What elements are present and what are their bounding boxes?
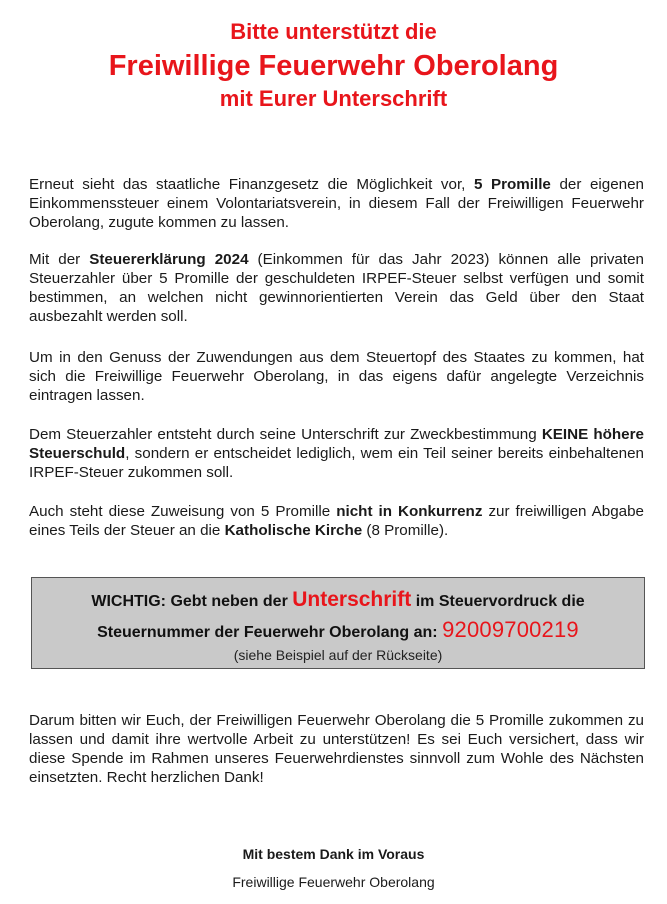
paragraph-closing-request — [29, 711, 644, 787]
paragraph-text: (8 Promille). — [362, 522, 449, 539]
notice-subtext: (siehe Beispiel auf der Rückseite) — [233, 647, 443, 663]
closing-signature: Freiwillige Feuerwehr Oberolang — [232, 874, 435, 890]
paragraph-text: Erneut sieht das staatliche Finanzgesetz die Möglichkeit vor, — [29, 176, 474, 193]
paragraph-text: Dem Steuerzahler entsteht durch seine Unterschrift zur Zweckbestimmung — [29, 426, 542, 443]
title-line-1: Bitte unterstützt die — [230, 19, 437, 44]
notice-text: im Steuervordruck die — [411, 593, 585, 610]
important-notice-box — [31, 577, 645, 669]
paragraph-bold-text: Steuererklärung 2024 — [89, 251, 249, 268]
tax-number: 92009700219 — [442, 617, 579, 642]
title-block — [0, 16, 667, 112]
paragraph-text: der eigenen Einkommenssteuer einem Volontariatsverein, in diesem Fall der Freiwilligen Feuerwehr Oberolang, zugute kommen zu lassen. — [29, 176, 645, 231]
paragraph-steuererklaerung — [29, 250, 644, 326]
paragraph-text: Auch steht diese Zuweisung von 5 Promille — [29, 503, 337, 520]
paragraph-bold-text: Katholische Kirche — [224, 522, 363, 539]
closing-thanks: Mit bestem Dank im Voraus — [242, 846, 425, 862]
paragraph-5-promille-intro — [29, 175, 644, 232]
notice-line-2 — [32, 616, 644, 647]
paragraph-text: zur freiwilligen Abgabe eines Teils der Steuer an die — [29, 503, 644, 539]
notice-text: WICHTIG: Gebt neben der — [91, 593, 293, 610]
notice-line-1 — [32, 587, 644, 615]
paragraph-text: Darum bitten wir Euch, der Freiwilligen Feuerwehr Oberolang die 5 Promille zukommen zu lassen und damit ihre wertvolle Arbeit zu unterstützen! Es sei Euch versichert, dass wir diese Spende im Rahmen unseres Feuerwehrdienstes sinnvoll zum Wohle des Nächsten einsetzten. Recht herzlichen Dank! — [29, 712, 644, 786]
paragraph-bold-text: nicht in Konkurrenz — [336, 503, 483, 520]
notice-highlight-signature: Unterschrift — [292, 588, 412, 611]
paragraph-bold-text: 5 Promille — [473, 176, 551, 193]
paragraph-verzeichnis — [29, 348, 644, 405]
title-line-2: Freiwillige Feuerwehr Oberolang — [108, 50, 559, 82]
paragraph-text: , sondern er entscheidet lediglich, wem ein Teil seiner bereits einbehaltenen IRPEF-Steuer zukommen soll. — [29, 445, 644, 481]
paragraph-text: Um in den Genuss der Zuwendungen aus dem Steuertopf des Staates zu kommen, hat sich die Freiwillige Feuerwehr Oberolang, in das eigens dafür angelegte Verzeichnis eintragen lassen. — [29, 349, 644, 404]
paragraph-text: (Einkommen für das Jahr 2023) können alle privaten Steuerzahler über 5 Promille der geschuldeten IRPEF-Steuer selbst verfügen und somit bestimmen, an welchen nicht gewinnorientierten Verein das Geld über den Staat ausbezahlt werden soll. — [29, 251, 644, 325]
notice-text: Steuernummer der Feuerwehr Oberolang an: — [97, 624, 443, 641]
paragraph-text: Mit der — [29, 251, 90, 268]
paragraph-keine-steuerschuld — [29, 425, 644, 482]
paragraph-konkurrenz — [29, 502, 644, 540]
paragraph-bold-text: KEINE höhere Steuerschuld — [29, 426, 644, 462]
title-line-3: mit Eurer Unterschrift — [219, 86, 448, 111]
